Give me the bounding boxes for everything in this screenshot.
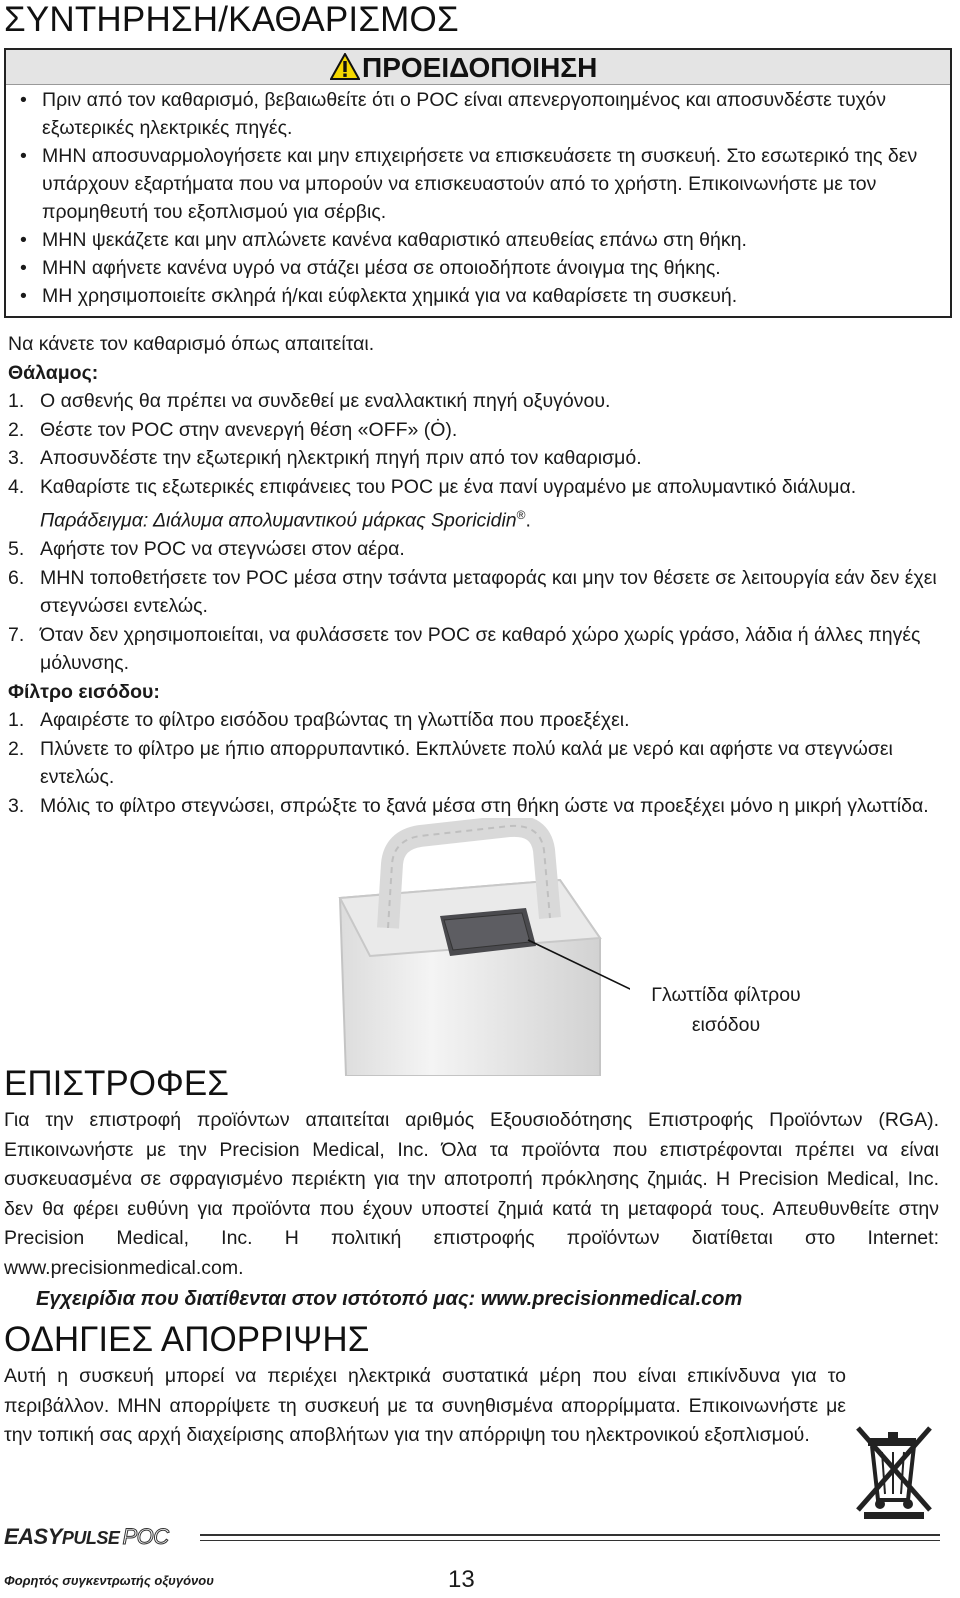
warning-triangle-icon xyxy=(330,53,360,80)
warning-item: • ΜΗ χρησιμοποιείτε σκληρά ή/και εύφλεκτα χημικά για να καθαρίσετε τη συσκευή. xyxy=(16,282,946,310)
intro-text: Να κάνετε τον καθαρισμό όπως απαιτείται. xyxy=(8,333,375,355)
warning-list xyxy=(16,86,946,310)
warning-item: • ΜΗΝ ψεκάζετε και μην απλώνετε κανένα καθαριστικό απευθείας επάνω στη θήκη. xyxy=(16,226,946,254)
chamber-heading: Θάλαμος: xyxy=(8,361,99,384)
weee-crossed-bin-icon xyxy=(850,1420,940,1520)
brand-logo: EASYPULSE POC xyxy=(4,1524,169,1549)
warning-box xyxy=(4,48,952,318)
list-item: 4. Καθαρίστε τις εξωτερικές επιφάνειες του POC με ένα πανί υγραμένο με απολυμαντικό διάλυμα. Παράδειγμα: Διάλυμα απολυμαντικού μάρκας Sporicidin®. xyxy=(8,475,857,532)
warning-item: • ΜΗΝ αποσυναρμολογήσετε και μην επιχειρήσετε να επισκευάσετε τη συσκευή. Στο εσωτερικό της δεν υπάρχουν εξαρτήματα που να μπορούν να επισκευαστούν από το χρήστη. Επικοινωνήστε με τον προμηθευτή του εξοπλισμού για σέρβις. xyxy=(16,142,946,226)
warning-item: • Πριν από τον καθαρισμό, βεβαιωθείτε ότι ο POC είναι απενεργοποιημένος και αποσυνδέστε τυχόν εξωτερικές ηλεκτρικές πηγές. xyxy=(16,86,946,142)
list-item: 2. Πλύνετε το φίλτρο με ήπιο απορρυπαντικό. Εκπλύνετε πολύ καλά με νερό και αφήστε να στεγνώσει εντελώς. xyxy=(8,737,893,788)
device-filter-illustration xyxy=(300,818,630,1076)
returns-heading: ΕΠΙΣΤΡΟΦΕΣ xyxy=(4,1064,229,1103)
page-number: 13 xyxy=(448,1566,475,1593)
warning-item: • ΜΗΝ αφήνετε κανένα υγρό να στάζει μέσα σε οποιοδήποτε άνοιγμα της θήκης. xyxy=(16,254,946,282)
filter-heading: Φίλτρο εισόδου: xyxy=(8,680,160,703)
list-item: 1. Ο ασθενής θα πρέπει να συνδεθεί με εναλλακτική πηγή οξυγόνου. xyxy=(8,390,611,412)
warning-heading-text: ΠΡΟΕΙΔΟΠΟΙΗΣΗ xyxy=(362,52,598,83)
footer-subtitle: Φορητός συγκεντρωτής οξυγόνου xyxy=(4,1573,214,1588)
footer-rule-thin xyxy=(200,1540,940,1541)
list-item: 5. Αφήστε τον POC να στεγνώσει στον αέρα. xyxy=(8,538,405,560)
list-item: 6. ΜΗΝ τοποθετήσετε τον POC μέσα στην τσάντα μεταφοράς και μην τον θέσετε σε λειτουργία εάν δεν έχει στεγνώσει εντελώς. xyxy=(8,566,937,617)
page-title: ΣΥΝΤΗΡΗΣΗ/ΚΑΘΑΡΙΣΜΟΣ xyxy=(4,0,459,39)
footer-rule xyxy=(200,1534,940,1536)
cleaning-instructions xyxy=(8,330,938,820)
list-item: 3. Μόλις το φίλτρο στεγνώσει, σπρώξτε το ξανά μέσα στη θήκη ώστε να προεξέχει μόνο η μικρή γλωττίδα. xyxy=(8,794,929,817)
filter-tab-callout: Γλωττίδα φίλτρου εισόδου xyxy=(651,984,801,1036)
example-text: Παράδειγμα: Διάλυμα απολυμαντικού μάρκας Sporicidin xyxy=(40,509,517,532)
disposal-text: Αυτή η συσκευή μπορεί να περιέχει ηλεκτρικά συστατικά μέρη που είναι επικίνδυνα για το περιβάλλον. ΜΗΝ απορρίψετε τη συσκευή με τα συνηθισμένα απορρίμματα. Επικοινωνήστε με την τοπική σας αρχή διαχείρισης αποβλήτων για την απόρριψη του ηλεκτρονικού εξοπλισμού. xyxy=(4,1365,846,1446)
list-item: 3. Αποσυνδέστε την εξωτερική ηλεκτρική πηγή πριν από τον καθαρισμό. xyxy=(8,447,642,469)
warning-heading xyxy=(330,52,597,84)
chamber-steps xyxy=(8,387,938,678)
list-item: 7. Όταν δεν χρησιμοποιείται, να φυλάσσετε τον POC σε καθαρό χώρο χωρίς γράσο, λάδια ή άλλες πηγές μόλυνσης. xyxy=(8,623,921,674)
filter-steps xyxy=(8,706,938,820)
manuals-link-text: Εγχειρίδια που διατίθενται στον ιστότοπό μας: www.precisionmedical.com xyxy=(36,1288,743,1310)
disposal-heading: ΟΔΗΓΙΕΣ ΑΠΟΡΡΙΨΗΣ xyxy=(4,1320,370,1359)
list-item: 1. Αφαιρέστε το φίλτρο εισόδου τραβώντας τη γλωττίδα που προεξέχει. xyxy=(8,709,630,731)
returns-text: Για την επιστροφή προϊόντων απαιτείται αριθμός Εξουσιοδότησης Επιστροφής Προϊόντων (RGA). Επικοινωνήστε με την Precision Medical, Inc. Όλα τα προϊόντα που επιστρέφονται πρέπει να είναι συσκευασμένα σε σφραγισμένο περιέκτη για την αποτροπή πρόκλησης ζημιάς. Η Precision Medical, Inc. δεν θα φέρει ευθύνη για προϊόντα που έχουν υποστεί ζημιά κατά τη μεταφορά τους. Απευθυνθείτε στην Precision Medical, Inc. Η πολιτική επιστροφής προϊόντων διατίθεται στο Internet: www.precisionmedical.com. xyxy=(4,1109,939,1279)
list-item: 2. Θέστε τον POC στην ανενεργή θέση «OFF» (Ȯ). xyxy=(8,418,458,441)
